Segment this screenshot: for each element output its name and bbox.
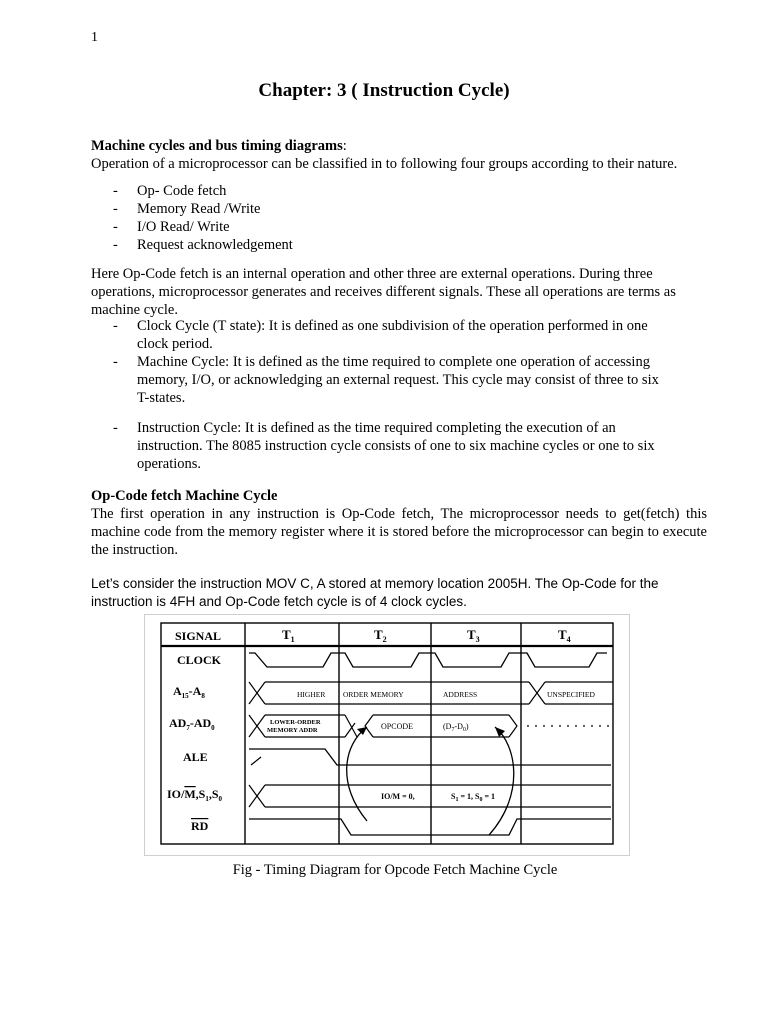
bus-ad-cross (257, 715, 265, 737)
bus-iom-start (249, 785, 257, 807)
label-higher: HIGHER (297, 690, 326, 699)
header-t4: $T_4$ (558, 627, 571, 644)
bus-a-start (249, 682, 257, 704)
ale-waveform (249, 749, 611, 765)
example-paragraph: Let’s consider the instruction MOV C, A stored at memory location 2005H. The Op-Code for the instruction is 4FH and Op-Code fetch cycle is of 4 clock cycles. (91, 576, 659, 609)
header-t1: $T_1$ (282, 627, 295, 644)
arrow-head (357, 727, 367, 735)
list-item: - I/O Read/ Write (91, 218, 691, 236)
bus-iom-cross (257, 785, 265, 807)
figure-caption: Fig - Timing Diagram for Opcode Fetch Machine Cycle (232, 862, 558, 878)
signal-iom-s1-s0: $IO/M,S_1,S_0$ (167, 787, 223, 803)
header-t2: $T_2$ (374, 627, 387, 644)
label-unspecified: UNSPECIFIED (547, 690, 595, 699)
bus-a-unspec-start (537, 682, 545, 704)
label-address: ADDRESS (443, 690, 478, 699)
definition-list (91, 317, 663, 473)
label-opcode: OPCODE (381, 722, 414, 731)
bus-ad-start (249, 715, 257, 737)
rd-waveform (249, 819, 611, 835)
signal-clock: CLOCK (177, 653, 222, 667)
label-memory-addr: MEMORY ADDR (267, 727, 318, 734)
page-title: Chapter: 3 ( Instruction Cycle) (258, 80, 510, 101)
signal-ale: ALE (183, 750, 208, 764)
group-list (91, 182, 691, 254)
list-item: - Request acknowledgement (91, 236, 691, 254)
label-iom-state: IO/M = 0, (381, 792, 415, 801)
heading-colon: : (342, 138, 347, 154)
machine-cycle-paragraph: Here Op-Code fetch is an internal operation and other three are external operations. During three operations, microprocessor generates and receives different signals. These all operations are terms as machine cycle. (91, 266, 676, 318)
opcode-fetch-paragraph: The first operation in any instruction is Op-Code fetch, The microprocessor needs to get(fetch) this machine code from the memory register where it is stored before the microprocessor can begin to execute the instruction. (91, 506, 707, 558)
heading-text: Machine cycles and bus timing diagrams (91, 138, 343, 154)
arrow-rd-to-data (489, 727, 514, 835)
clock-waveform (249, 653, 607, 667)
label-d7-d0: $(D_7-D_0)$ (443, 722, 469, 733)
definition-item: - Machine Cycle: It is defined as the time required to complete one operation of accessing memory, I/O, or acknowledging an external request. This cycle may consist of three to six T-states. (91, 353, 663, 407)
definition-item: - Instruction Cycle: It is defined as the time required completing the execution of an instruction. The 8085 instruction cycle consists of one to six machine cycles or one to six operations. (91, 419, 663, 473)
signal-rd: RD (191, 819, 209, 833)
timing-diagram-figure (144, 614, 630, 856)
timing-diagram (145, 615, 629, 855)
header-signal: SIGNAL (175, 629, 222, 643)
intro-paragraph: Operation of a microprocessor can be classified in to following four groups according to their nature. (91, 156, 678, 172)
label-lower-order: LOWER-ORDER (270, 719, 321, 726)
section-heading-machine-cycles (91, 137, 711, 155)
bus-ad-opcode-start (365, 715, 373, 737)
opcode-fetch-heading: Op-Code fetch Machine Cycle (91, 488, 278, 504)
ale-rise (251, 757, 261, 765)
bus-ad-opcode-end (509, 715, 517, 737)
header-t3: $T_3$ (467, 627, 480, 644)
label-order-memory: ORDER MEMORY (343, 690, 404, 699)
bus-a-cross (257, 682, 265, 704)
list-item: - Memory Read /Write (91, 200, 691, 218)
label-s-state: $S_1 = 1$, $S_0 = 1$ (451, 792, 496, 803)
list-item: - Op- Code fetch (91, 182, 691, 200)
signal-ad7-ad0: $AD_7-AD_0$ (169, 716, 215, 732)
signal-a15-a8: $A_{15}-A_8$ (173, 684, 205, 700)
page-number: 1 (91, 30, 98, 45)
definition-item: - Clock Cycle (T state): It is defined as one subdivision of the operation performed in one clock period. (91, 317, 663, 353)
table-border (161, 623, 613, 844)
bus-a-end (529, 682, 537, 704)
